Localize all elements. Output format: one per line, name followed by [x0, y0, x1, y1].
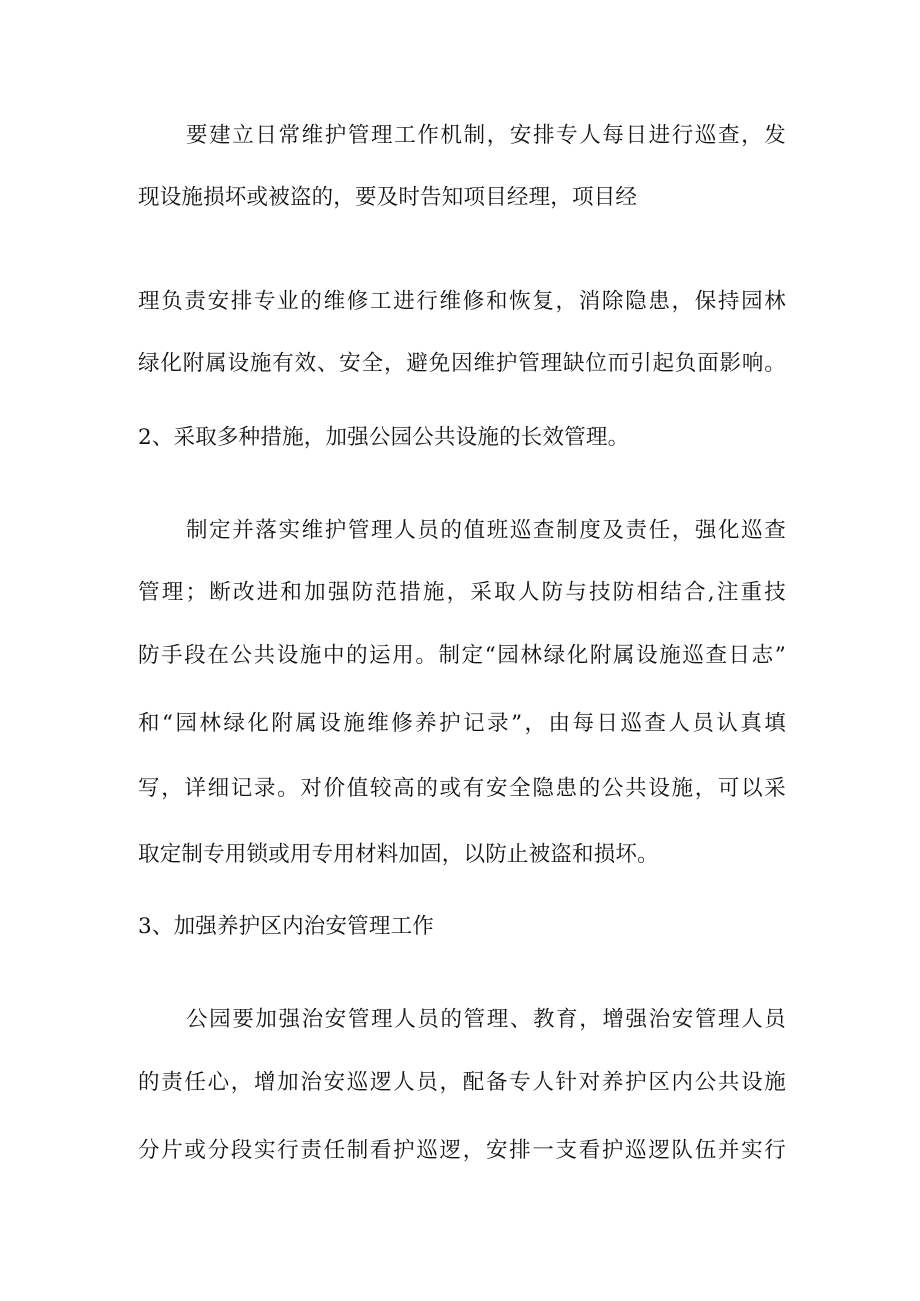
paragraph-3-line-4: 和“园林绿化附属设施维修养护记录”，由每日巡查人员认真填: [138, 711, 786, 736]
paragraph-4-line-3: 分片或分段实行责任制看护巡逻，安排一支看护巡逻队伍并实行: [138, 1138, 786, 1163]
paragraph-1-line-1: 要建立日常维护管理工作机制，安排专人每日进行巡查，发: [186, 123, 786, 148]
paragraph-3-line-1: 制定并落实维护管理人员的值班巡查制度及责任，强化巡查: [186, 518, 786, 543]
paragraph-3-line-2: 管理；断改进和加强防范措施，采取人防与技防相结合,注重技: [138, 580, 786, 605]
paragraph-3-line-5: 写，详细记录。对价值较高的或有安全隐患的公共设施，可以采: [138, 776, 786, 801]
paragraph-4-line-1: 公园要加强治安管理人员的管理、教育，增强治安管理人员: [186, 1007, 786, 1032]
paragraph-3-line-6: 取定制专用锁或用专用材料加固，以防止被盗和损坏。: [138, 842, 659, 867]
section-heading-3: 3、加强养护区内治安管理工作: [138, 914, 434, 939]
paragraph-2-line-1: 理负责安排专业的维修工进行维修和恢复，消除隐患，保持园林: [138, 289, 786, 314]
paragraph-3-line-3: 防手段在公共设施中的运用。制定“园林绿化附属设施巡查日志”: [138, 643, 786, 668]
section-heading-2: 2、采取多种措施，加强公园公共设施的长效管理。: [138, 425, 630, 450]
paragraph-2-line-2: 绿化附属设施有效、安全，避免因维护管理缺位而引起负面影响。: [138, 351, 786, 376]
paragraph-4-line-2: 的责任心，增加治安巡逻人员，配备专人针对养护区内公共设施: [138, 1070, 786, 1095]
paragraph-1-line-2: 现设施损坏或被盗的，要及时告知项目经理，项目经: [138, 185, 638, 210]
